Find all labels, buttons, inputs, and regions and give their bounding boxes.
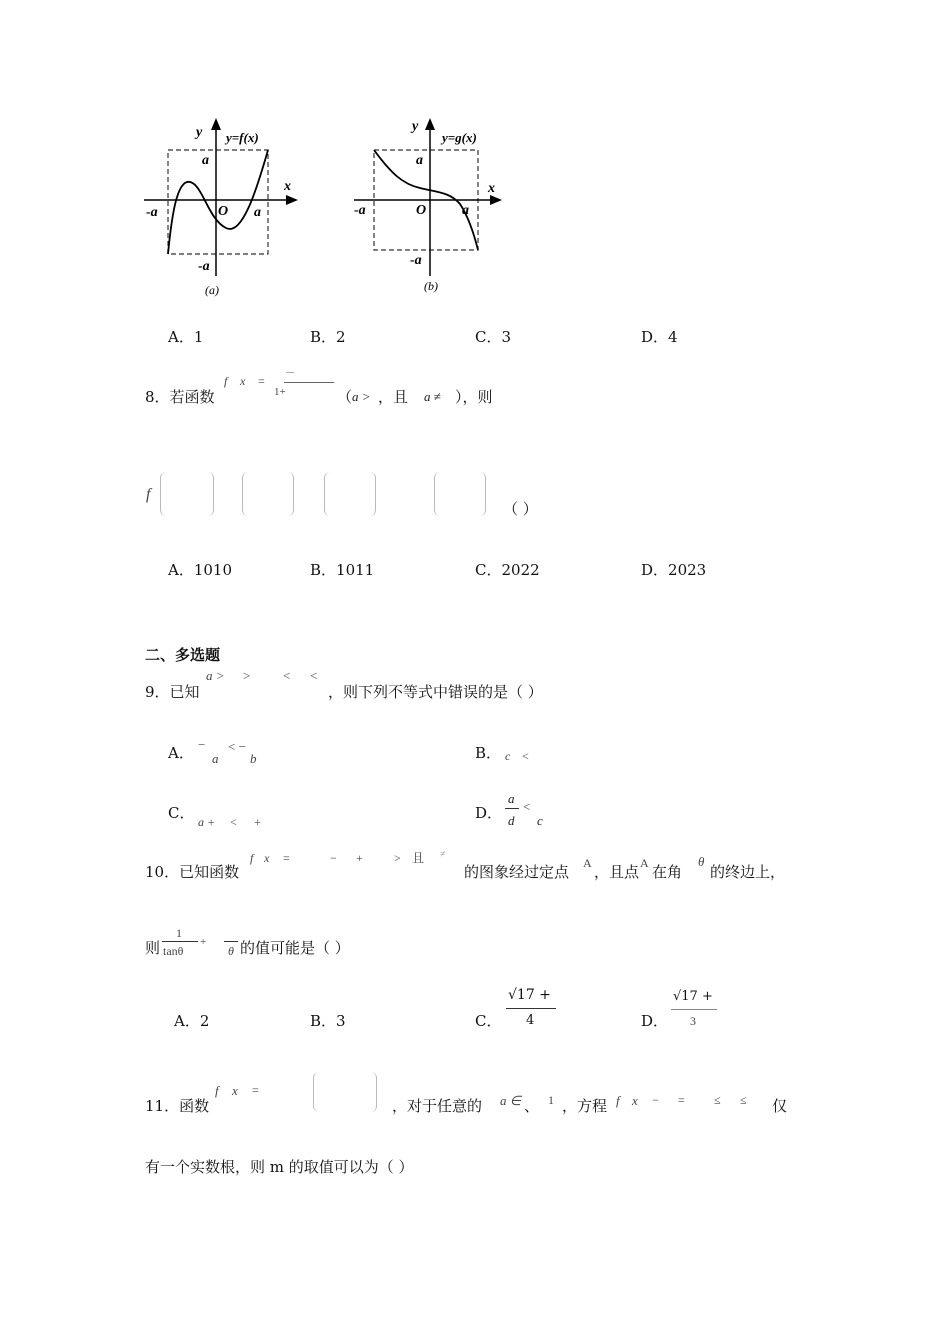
graph-a-curve xyxy=(168,150,268,254)
q10-line2-suffix: 的值可能是（ ） xyxy=(240,939,350,957)
q8-paren-group-3 xyxy=(324,472,376,516)
q10-eq: = xyxy=(283,851,290,865)
q10-frac-den: tanθ xyxy=(163,944,184,958)
q10-option-d-fraction xyxy=(671,990,717,1030)
q10-line2-prefix: 则 xyxy=(145,939,161,957)
q11-f: f xyxy=(215,1083,219,1098)
q10-option-d-den: 3 xyxy=(690,1014,696,1028)
q9-option-c-expr: a + xyxy=(198,815,216,829)
q11-paren-group xyxy=(313,1072,377,1112)
q9-option-d-d: d xyxy=(508,813,515,828)
q11-eq-f: f xyxy=(616,1093,620,1108)
q8-formula xyxy=(222,372,342,402)
q9-option-b-c: c xyxy=(505,749,511,763)
q10-minus: − xyxy=(330,851,337,865)
q10-option-c-bar xyxy=(506,1008,556,1009)
graph-b-right-a: a xyxy=(462,203,469,218)
q11-stem-prefix: 11．函数 xyxy=(145,1097,210,1115)
q9-option-a-minus: − xyxy=(198,737,206,752)
q8-option-d: D．2023 xyxy=(641,561,707,579)
q11-eq-eq: = xyxy=(678,1093,685,1107)
q11-x: x xyxy=(232,1083,238,1098)
q10-f: f xyxy=(250,851,254,865)
q8-paren-group-2 xyxy=(242,472,294,516)
q10-stem-mid2: ，且点 xyxy=(594,863,640,881)
q9-option-d-label: D． xyxy=(475,804,503,822)
q8-formula-den: 1+ xyxy=(274,386,286,398)
q7-option-c: C．3 xyxy=(475,328,512,346)
q9-option-b-lt: < xyxy=(522,749,529,763)
graph-a-y-label: y xyxy=(196,125,203,140)
q7-option-a: A．1 xyxy=(168,328,204,346)
q8-fraction-num-mark xyxy=(286,372,294,373)
q10-point-a2: A xyxy=(640,856,649,870)
q9-option-b-label: B． xyxy=(475,744,502,762)
graph-b-y-arrow xyxy=(425,118,435,130)
q8-fraction-bar xyxy=(284,382,334,383)
graph-b-x-label: x xyxy=(488,181,495,196)
q11-le1: ≤ xyxy=(714,1093,721,1107)
q10-frac-num: 1 xyxy=(176,926,182,940)
q10-option-c-fraction xyxy=(506,988,556,1030)
graph-a-top-a: a xyxy=(202,153,209,168)
q8-cond-close: ），则 xyxy=(455,388,493,406)
q11-line2: 有一个实数根，则 m 的取值可以为（ ） xyxy=(145,1158,414,1176)
q8-option-c: C．2022 xyxy=(475,561,540,579)
q9-option-c-plus: + xyxy=(254,815,261,829)
section-heading-multi-choice: 二、多选题 xyxy=(145,646,221,664)
q8-formula-eq: = xyxy=(258,374,265,388)
q10-frac2-bar xyxy=(224,941,238,942)
q10-option-c-label: C． xyxy=(475,1012,502,1030)
q8-option-a: A．1010 xyxy=(168,561,233,579)
q9-option-a-label: A． xyxy=(168,744,194,762)
q11-eq-x: x xyxy=(632,1093,638,1108)
q10-frac-bar xyxy=(162,941,198,942)
q9-stem-suffix: ，则下列不等式中错误的是（ ） xyxy=(328,683,543,701)
q10-stem-mid3: 在角 xyxy=(652,863,683,881)
q10-theta2: θ xyxy=(228,944,234,958)
q11-le2: ≤ xyxy=(740,1093,747,1107)
graph-a-right-a: a xyxy=(254,205,261,220)
q10-option-b: B．3 xyxy=(310,1012,346,1030)
q8-option-b: B．1011 xyxy=(310,561,375,579)
q11-eq-minus: − xyxy=(652,1093,659,1107)
graph-b-caption: (b) xyxy=(424,279,438,293)
q11-stem-mid1: ，对于任意的 xyxy=(392,1097,483,1115)
q8-answer-blank: （ ） xyxy=(503,500,538,518)
q10-option-a: A．2 xyxy=(174,1012,210,1030)
q10-stem-mid1: 的图象经过定点 xyxy=(464,863,570,881)
q9-stem-prefix: 9．已知 xyxy=(145,683,200,701)
q10-option-d-label: D． xyxy=(641,1012,669,1030)
q9-option-d-lt: < xyxy=(523,799,531,814)
q10-x: x xyxy=(264,851,270,865)
q10-option-d-num: √17 + xyxy=(673,989,713,1004)
q11-stem-suffix: 仅 xyxy=(772,1097,788,1115)
graph-b-x-arrow xyxy=(490,195,502,205)
q10-fraction xyxy=(162,925,198,961)
q9-option-c-lt: < xyxy=(230,815,237,829)
graph-a xyxy=(138,112,308,302)
q8-cond-open: （ xyxy=(337,388,353,406)
graph-b-func-label: y=g(x) xyxy=(442,130,477,145)
graph-a-func-label: y=f(x) xyxy=(226,130,259,145)
q9-option-a-a: a xyxy=(212,751,219,766)
q11-comma: 、 xyxy=(524,1097,540,1115)
q9-cond-a: a > xyxy=(206,668,225,683)
graph-a-caption: (a) xyxy=(205,283,219,297)
q9-option-d-bar xyxy=(505,808,519,809)
q11-eq: = xyxy=(252,1083,259,1097)
q11-a-in: a ∈ xyxy=(500,1093,522,1108)
q10-ne: ≠ xyxy=(440,849,446,860)
graph-b-origin: O xyxy=(416,203,427,218)
q10-option-d-bar xyxy=(671,1009,717,1010)
graph-a-left-neg-a: -a xyxy=(146,205,158,220)
graph-b-y-label: y xyxy=(412,119,419,134)
q9-option-a-lt: < − xyxy=(228,739,246,754)
q8-cond-a-ne: a ≠ xyxy=(424,389,441,404)
q9-option-d-fraction xyxy=(505,790,545,830)
q11-stem-mid2: ，方程 xyxy=(562,1097,608,1115)
q10-theta: θ xyxy=(698,854,705,869)
graph-a-dashed-box xyxy=(168,150,268,254)
q10-and: 且 xyxy=(412,851,425,865)
q9-cond-lt2: < xyxy=(310,668,318,683)
q11-one: 1 xyxy=(548,1093,554,1107)
q9-cond-lt1: < xyxy=(283,668,291,683)
q8-cond-and: ，且 xyxy=(378,388,409,406)
graph-b-left-neg-a: -a xyxy=(354,203,366,218)
q10-option-c-num: √17 + xyxy=(508,987,551,1003)
q8-expr-parens xyxy=(150,472,500,516)
q10-plus: + xyxy=(356,851,363,865)
q7-option-b: B．2 xyxy=(310,328,346,346)
q10-point-a: A xyxy=(583,856,592,870)
graph-a-y-arrow xyxy=(211,118,221,130)
q8-paren-group-4 xyxy=(434,472,486,516)
graph-b-top-a: a xyxy=(416,153,423,168)
q7-option-d: D．4 xyxy=(641,328,678,346)
q9-cond-gt: > xyxy=(243,668,251,683)
q8-formula-f: f xyxy=(224,374,228,388)
q8-paren-group-1 xyxy=(160,472,214,516)
graph-b xyxy=(350,112,510,302)
q8-expr-f: f xyxy=(146,486,151,503)
q10-option-c-den: 4 xyxy=(526,1013,535,1028)
graph-b-bottom-neg-a: -a xyxy=(410,253,422,268)
q8-cond-a-gt: a > xyxy=(352,389,371,404)
q9-option-a-b: b xyxy=(250,751,257,766)
q8-formula-x: x xyxy=(240,374,246,388)
q10-stem-suffix: 的终边上， xyxy=(710,863,786,881)
graph-a-origin: O xyxy=(218,204,229,219)
graph-a-bottom-neg-a: -a xyxy=(198,259,210,274)
q10-gt: > xyxy=(394,851,401,865)
graph-a-x-arrow xyxy=(286,195,298,205)
q10-line2-plus: + xyxy=(200,936,207,948)
q10-stem-prefix: 10．已知函数 xyxy=(145,863,240,881)
q9-option-c-label: C． xyxy=(168,804,195,822)
q9-option-d-c: c xyxy=(537,813,543,828)
graph-a-x-label: x xyxy=(284,179,291,194)
q8-stem-prefix: 8．若函数 xyxy=(145,388,215,406)
q9-option-d-a: a xyxy=(508,791,515,806)
